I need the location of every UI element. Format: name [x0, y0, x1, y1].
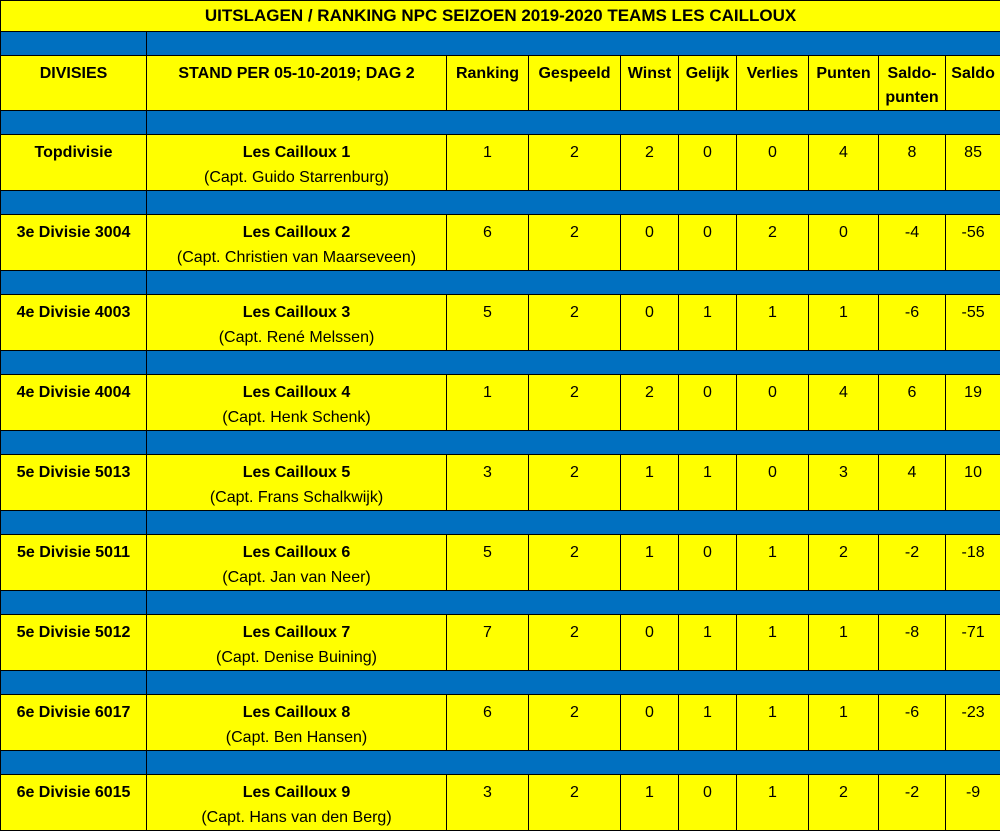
- table-row: [1, 455, 1000, 511]
- verlies-cell: 1: [737, 295, 809, 351]
- saldopunten-cell: -2: [879, 535, 946, 591]
- spacer-row: [1, 111, 1000, 135]
- team-name: Les Cailloux 7: [147, 620, 446, 645]
- punten-cell: 1: [809, 295, 879, 351]
- team-name: Les Cailloux 9: [147, 780, 446, 805]
- table-row: [1, 775, 1000, 831]
- spacer-row: [1, 351, 1000, 375]
- verlies-cell: 0: [737, 455, 809, 511]
- team-name: Les Cailloux 5: [147, 460, 446, 485]
- division-cell: 6e Divisie 6015: [1, 775, 147, 831]
- header-row: [1, 56, 1000, 111]
- saldo-cell: -71: [946, 615, 1000, 671]
- gespeeld-cell: 2: [529, 135, 621, 191]
- punten-cell: 4: [809, 375, 879, 431]
- division-cell: Topdivisie: [1, 135, 147, 191]
- saldopunten-cell: 4: [879, 455, 946, 511]
- team-cell: [147, 375, 447, 431]
- gelijk-cell: 0: [679, 375, 737, 431]
- team-captain: (Capt. Henk Schenk): [147, 405, 446, 430]
- punten-cell: 1: [809, 615, 879, 671]
- saldopunten-cell: -6: [879, 695, 946, 751]
- team-cell: [147, 135, 447, 191]
- team-name: Les Cailloux 3: [147, 300, 446, 325]
- gelijk-cell: 1: [679, 615, 737, 671]
- gespeeld-cell: 2: [529, 615, 621, 671]
- header-gespeeld: Gespeeld: [529, 56, 621, 111]
- header-saldopunten: [879, 56, 946, 111]
- gespeeld-cell: 2: [529, 775, 621, 831]
- verlies-cell: 1: [737, 615, 809, 671]
- saldopunten-cell: -4: [879, 215, 946, 271]
- division-cell: 5e Divisie 5012: [1, 615, 147, 671]
- team-cell: [147, 535, 447, 591]
- saldo-cell: 19: [946, 375, 1000, 431]
- winst-cell: 0: [621, 215, 679, 271]
- team-name: Les Cailloux 1: [147, 140, 446, 165]
- saldo-cell: -9: [946, 775, 1000, 831]
- verlies-cell: 1: [737, 535, 809, 591]
- table-row: [1, 135, 1000, 191]
- ranking-cell: 6: [447, 215, 529, 271]
- ranking-cell: 3: [447, 775, 529, 831]
- header-saldo: Saldo: [946, 56, 1000, 111]
- team-captain: (Capt. Ben Hansen): [147, 725, 446, 750]
- spacer-row: [1, 271, 1000, 295]
- punten-cell: 3: [809, 455, 879, 511]
- header-winst: Winst: [621, 56, 679, 111]
- division-cell: 6e Divisie 6017: [1, 695, 147, 751]
- table-row: [1, 535, 1000, 591]
- saldo-cell: -18: [946, 535, 1000, 591]
- spacer-row: [1, 191, 1000, 215]
- team-name: Les Cailloux 2: [147, 220, 446, 245]
- header-punten: Punten: [809, 56, 879, 111]
- team-cell: [147, 775, 447, 831]
- table-row: [1, 615, 1000, 671]
- team-cell: [147, 695, 447, 751]
- verlies-cell: 1: [737, 695, 809, 751]
- ranking-cell: 7: [447, 615, 529, 671]
- division-cell: 4e Divisie 4004: [1, 375, 147, 431]
- winst-cell: 0: [621, 615, 679, 671]
- winst-cell: 0: [621, 695, 679, 751]
- team-cell: [147, 295, 447, 351]
- gelijk-cell: 0: [679, 215, 737, 271]
- page-title: UITSLAGEN / RANKING NPC SEIZOEN 2019-2020 TEAMS LES CAILLOUX: [1, 1, 1000, 32]
- ranking-cell: 6: [447, 695, 529, 751]
- division-cell: 5e Divisie 5013: [1, 455, 147, 511]
- saldo-cell: -56: [946, 215, 1000, 271]
- punten-cell: 4: [809, 135, 879, 191]
- ranking-cell: 5: [447, 295, 529, 351]
- gespeeld-cell: 2: [529, 695, 621, 751]
- gelijk-cell: 0: [679, 535, 737, 591]
- saldo-cell: 10: [946, 455, 1000, 511]
- punten-cell: 0: [809, 215, 879, 271]
- gespeeld-cell: 2: [529, 295, 621, 351]
- punten-cell: 1: [809, 695, 879, 751]
- spacer-row: [1, 431, 1000, 455]
- header-divisies: DIVISIES: [1, 56, 147, 111]
- table-row: [1, 375, 1000, 431]
- verlies-cell: 1: [737, 775, 809, 831]
- saldopunten-cell: -2: [879, 775, 946, 831]
- winst-cell: 2: [621, 135, 679, 191]
- ranking-cell: 5: [447, 535, 529, 591]
- verlies-cell: 0: [737, 375, 809, 431]
- header-ranking: Ranking: [447, 56, 529, 111]
- ranking-cell: 1: [447, 375, 529, 431]
- team-captain: (Capt. René Melssen): [147, 325, 446, 350]
- gelijk-cell: 0: [679, 135, 737, 191]
- spacer-row: [1, 591, 1000, 615]
- winst-cell: 0: [621, 295, 679, 351]
- winst-cell: 1: [621, 775, 679, 831]
- gespeeld-cell: 2: [529, 455, 621, 511]
- gelijk-cell: 1: [679, 455, 737, 511]
- division-cell: 4e Divisie 4003: [1, 295, 147, 351]
- team-captain: (Capt. Jan van Neer): [147, 565, 446, 590]
- winst-cell: 2: [621, 375, 679, 431]
- team-name: Les Cailloux 6: [147, 540, 446, 565]
- division-cell: 3e Divisie 3004: [1, 215, 147, 271]
- spacer-row: [1, 751, 1000, 775]
- table-row: [1, 695, 1000, 751]
- gespeeld-cell: 2: [529, 375, 621, 431]
- saldopunten-cell: 8: [879, 135, 946, 191]
- team-cell: [147, 455, 447, 511]
- table-row: [1, 215, 1000, 271]
- saldo-cell: -23: [946, 695, 1000, 751]
- ranking-cell: 1: [447, 135, 529, 191]
- header-saldopunten-line2: punten: [879, 86, 945, 110]
- verlies-cell: 2: [737, 215, 809, 271]
- spacer-row: [1, 32, 1000, 56]
- team-captain: (Capt. Frans Schalkwijk): [147, 485, 446, 510]
- winst-cell: 1: [621, 535, 679, 591]
- division-cell: 5e Divisie 5011: [1, 535, 147, 591]
- punten-cell: 2: [809, 775, 879, 831]
- title-row: [1, 1, 1000, 32]
- team-captain: (Capt. Hans van den Berg): [147, 805, 446, 830]
- team-cell: [147, 215, 447, 271]
- team-name: Les Cailloux 8: [147, 700, 446, 725]
- gespeeld-cell: 2: [529, 215, 621, 271]
- saldopunten-cell: -8: [879, 615, 946, 671]
- gespeeld-cell: 2: [529, 535, 621, 591]
- gelijk-cell: 1: [679, 295, 737, 351]
- team-name: Les Cailloux 4: [147, 380, 446, 405]
- saldo-cell: 85: [946, 135, 1000, 191]
- saldo-cell: -55: [946, 295, 1000, 351]
- ranking-cell: 3: [447, 455, 529, 511]
- verlies-cell: 0: [737, 135, 809, 191]
- header-stand: STAND PER 05-10-2019; DAG 2: [147, 56, 447, 111]
- gelijk-cell: 1: [679, 695, 737, 751]
- team-captain: (Capt. Guido Starrenburg): [147, 165, 446, 190]
- header-saldopunten-line1: Saldo-: [879, 62, 945, 86]
- header-verlies: Verlies: [737, 56, 809, 111]
- team-captain: (Capt. Christien van Maarseveen): [147, 245, 446, 270]
- team-cell: [147, 615, 447, 671]
- spacer-row: [1, 511, 1000, 535]
- punten-cell: 2: [809, 535, 879, 591]
- table-row: [1, 295, 1000, 351]
- saldopunten-cell: -6: [879, 295, 946, 351]
- saldopunten-cell: 6: [879, 375, 946, 431]
- header-gelijk: Gelijk: [679, 56, 737, 111]
- spacer-row: [1, 671, 1000, 695]
- team-captain: (Capt. Denise Buining): [147, 645, 446, 670]
- gelijk-cell: 0: [679, 775, 737, 831]
- winst-cell: 1: [621, 455, 679, 511]
